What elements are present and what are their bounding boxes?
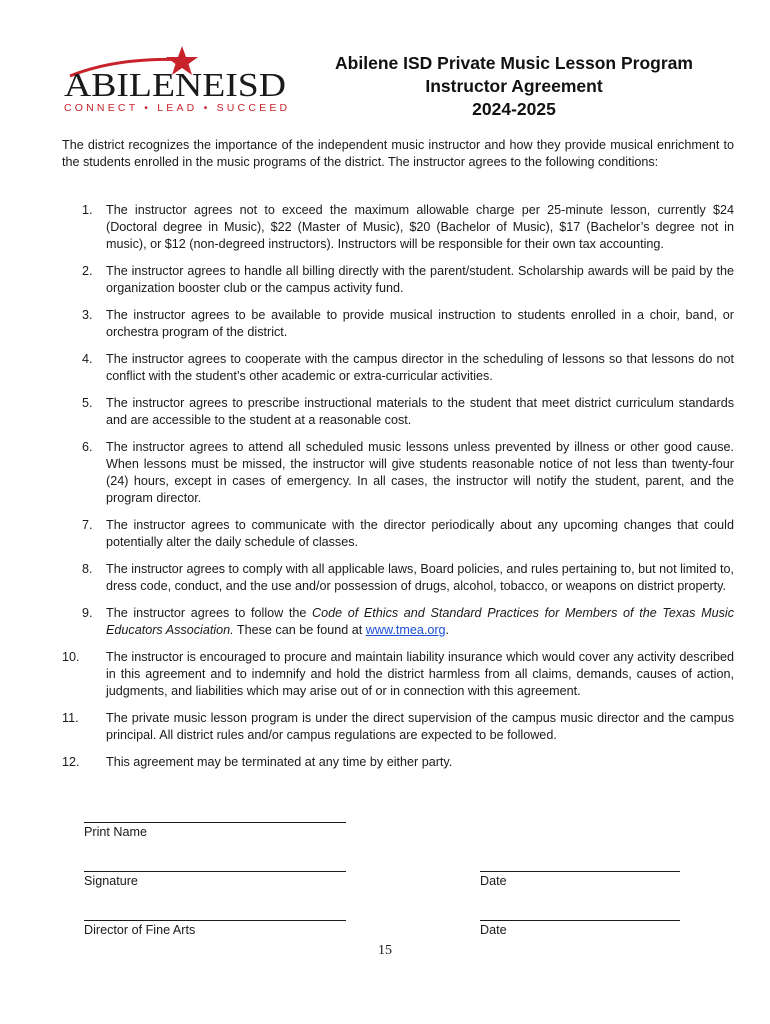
item-text-mid: These can be found at — [233, 623, 366, 637]
item-number: 12. — [62, 755, 80, 769]
item-number: 3. — [82, 308, 93, 322]
item-number: 1. — [82, 203, 93, 217]
signature-label: Signature — [84, 874, 138, 888]
date-label-2: Date — [480, 923, 507, 937]
date-line-1[interactable] — [480, 871, 680, 872]
item-number: 10. — [62, 650, 80, 664]
signature-line[interactable] — [84, 871, 346, 872]
list-item — [62, 517, 734, 551]
item-text-after: . — [445, 623, 450, 637]
item-text: The instructor agrees to handle all billing directly with the parent/student. Scholarship awards will be paid by the organization booster club or the campus activity fund. — [106, 264, 734, 295]
item-number: 9. — [82, 606, 93, 620]
item-text: The instructor agrees to communicate with the director periodically about any upcoming changes that could potentially alter the daily schedule of classes. — [106, 518, 734, 549]
list-item — [62, 561, 734, 595]
item-text: This agreement may be terminated at any time by either party. — [106, 755, 453, 769]
item-number: 8. — [82, 562, 93, 576]
list-item — [62, 351, 734, 385]
item-text-before: The instructor agrees to follow the — [106, 606, 312, 620]
item-text-italic: Code of Ethics and Standard Practices for Members of the Texas Music Educators Association. — [106, 606, 734, 637]
item-number: 5. — [82, 396, 93, 410]
item-text: The instructor agrees not to exceed the maximum allowable charge per 25-minute lesson, currently $24 (Doctoral degree in Music), $22 (Master of Music), $20 (Bachelor of Music), $17 (Bachelor’s degree not in music), or $12 (non-degreed instructors). Instructors will be responsible for their own tax accounting. — [106, 203, 734, 251]
list-item — [62, 754, 734, 771]
date-line-2[interactable] — [480, 920, 680, 921]
item-number: 4. — [82, 352, 93, 366]
item-number: 6. — [82, 440, 93, 454]
title-agreement: Instructor Agreement — [425, 76, 603, 96]
director-label: Director of Fine Arts — [84, 923, 196, 937]
item-text: The instructor agrees to attend all scheduled music lessons unless prevented by illness or other good cause. When lessons must be missed, the instructor will give students reasonable notice of not less than twenty-four (24) hours, except in cases of emergency. In all cases, the instructor will notify the student, parent, and the program director. — [106, 440, 734, 505]
abilene-isd-logo — [60, 46, 290, 118]
item-text: The instructor agrees to be available to provide musical instruction to students enrolled in a choir, band, or orchestra program of the district. — [106, 308, 734, 339]
list-item — [62, 263, 734, 297]
item-text: The instructor agrees to prescribe instructional materials to the student that meet district curriculum standards and are accessible to the student at a reasonable cost. — [106, 396, 734, 427]
date-label-1: Date — [480, 874, 507, 888]
list-item — [62, 649, 734, 700]
item-text: The instructor is encouraged to procure and maintain liability insurance which would cover any activity described in this agreement and to indemnify and hold the district harmless from all claims, demands, causes of action, judgments, and liabilities which may arise out of or in connection with this agreement. — [106, 650, 734, 698]
list-item — [62, 605, 734, 639]
conditions-list — [62, 202, 734, 781]
intro-paragraph: The district recognizes the importance of the independent music instructor and how they provide musical enrichment to the students enrolled in the music programs of the district. The instructor agrees to the following conditions: — [62, 138, 734, 169]
item-text: The private music lesson program is under the direct supervision of the campus music director and the campus principal. All district rules and/or campus regulations are expected to be followed. — [106, 711, 734, 742]
tmea-link[interactable]: www.tmea.org — [365, 623, 446, 637]
item-text: The instructor agrees to cooperate with the campus director in the scheduling of lessons so that lessons do not conflict with the student’s other academic or extra-curricular activities. — [106, 352, 734, 383]
item-number: 11. — [62, 711, 79, 725]
list-item — [62, 202, 734, 253]
director-signature-line[interactable] — [84, 920, 346, 921]
item-number: 7. — [82, 518, 93, 532]
page-number: 15 — [378, 943, 392, 958]
document-title — [296, 52, 732, 121]
list-item — [62, 307, 734, 341]
list-item — [62, 710, 734, 744]
title-program: Abilene ISD Private Music Lesson Program — [335, 53, 693, 73]
item-text: The instructor agrees to comply with all applicable laws, Board policies, and rules pertaining to, but not limited to, dress code, conduct, and the use and/or possession of drugs, alcohol, tobacco, or weapons on district property. — [106, 562, 734, 593]
logo-tagline: CONNECT • LEAD • SUCCEED — [64, 102, 291, 114]
logo-wordmark: ABILENEISD — [64, 67, 286, 102]
list-item — [62, 395, 734, 429]
item-number: 2. — [82, 264, 93, 278]
logo-wordmark-graphic — [60, 46, 290, 102]
title-year: 2024-2025 — [472, 99, 556, 119]
list-item — [62, 439, 734, 507]
print-name-line[interactable] — [84, 822, 346, 823]
print-name-label: Print Name — [84, 825, 147, 839]
